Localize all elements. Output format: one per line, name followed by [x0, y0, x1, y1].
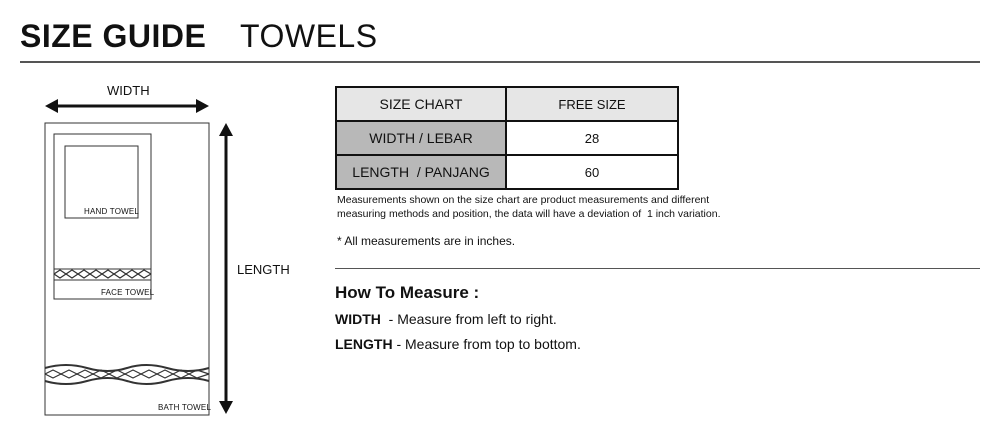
note-line-2: measuring methods and position, the data will have a deviation of 1 inch variation.: [337, 208, 721, 220]
table-row: [336, 155, 678, 189]
width-label: WIDTH: [107, 83, 150, 98]
face-towel-label: FACE TOWEL: [101, 288, 155, 297]
category-title: TOWELS: [240, 18, 378, 54]
length-description: - Measure from top to bottom.: [392, 336, 581, 352]
width-instruction: [335, 311, 557, 327]
measurement-note: [337, 193, 777, 221]
width-description: - Measure from left to right.: [380, 311, 557, 327]
free-size-header: FREE SIZE: [506, 87, 678, 121]
length-row-label: LENGTH / PANJANG: [336, 155, 506, 189]
note-line-1: Measurements shown on the size chart are product measurements and different: [337, 194, 710, 206]
width-arrow: [45, 99, 209, 113]
unit-note: * All measurements are in inches.: [337, 234, 516, 248]
length-term: LENGTH: [335, 336, 393, 352]
towel-diagram: [0, 0, 330, 439]
table-row: [336, 121, 678, 155]
width-row-label: WIDTH / LEBAR: [336, 121, 506, 155]
page-title: SIZE GUIDE: [20, 18, 207, 54]
length-arrow: [219, 123, 233, 414]
size-chart-header: SIZE CHART: [336, 87, 506, 121]
hand-towel-label: HAND TOWEL: [84, 207, 140, 216]
width-term: WIDTH: [335, 311, 381, 327]
length-label: LENGTH: [237, 262, 290, 277]
width-value: 28: [506, 121, 678, 155]
bath-towel-label: BATH TOWEL: [158, 403, 212, 412]
length-instruction: [335, 336, 581, 352]
section-divider: [335, 268, 980, 269]
how-to-measure-title: How To Measure :: [335, 283, 480, 302]
size-chart-table: [335, 86, 679, 190]
table-header-row: [336, 87, 678, 121]
length-value: 60: [506, 155, 678, 189]
